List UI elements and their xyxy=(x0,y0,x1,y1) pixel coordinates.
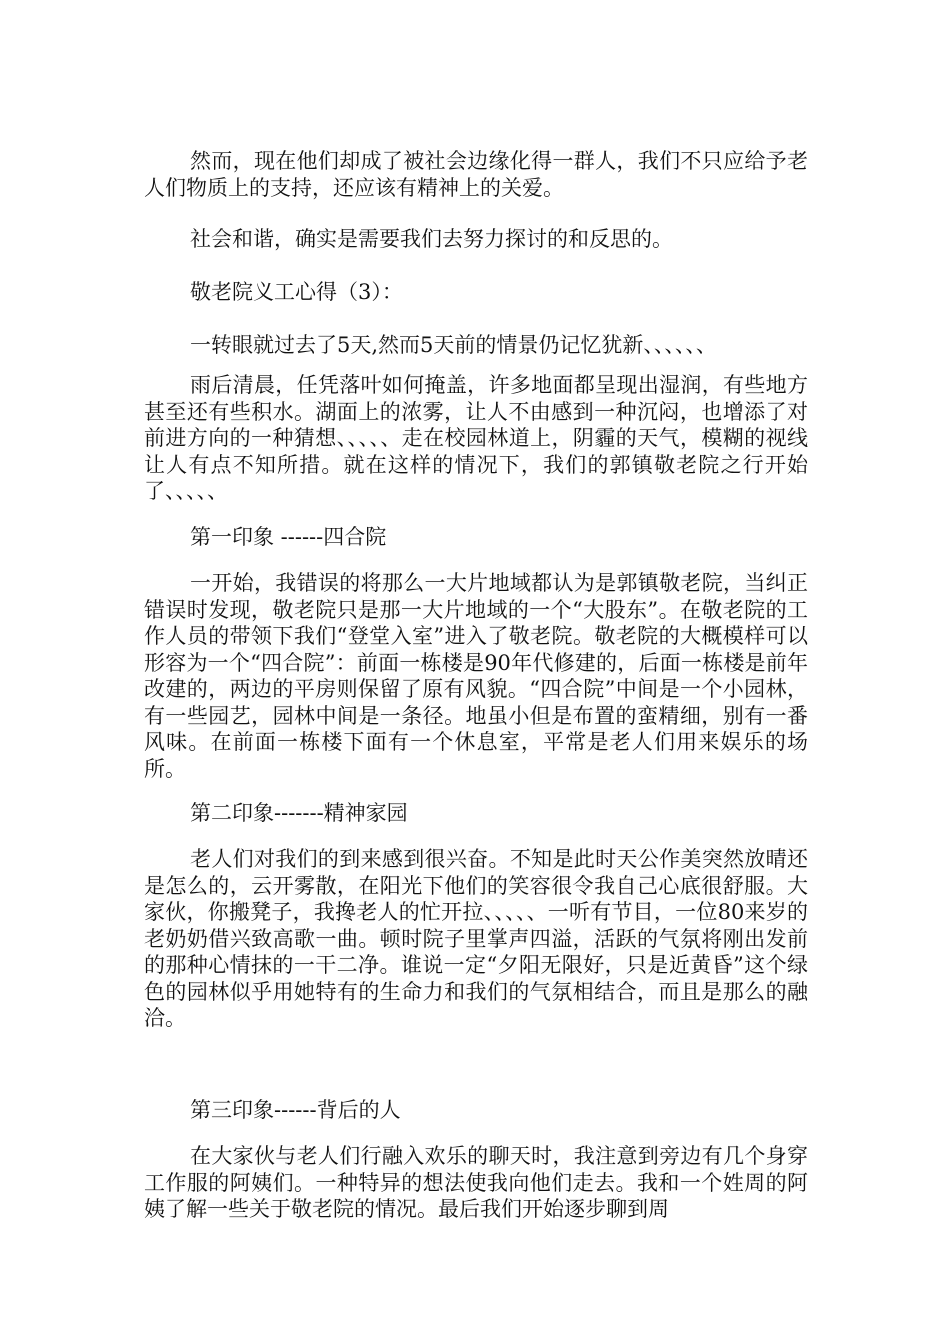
paragraph-social-harmony: 社会和谐，确实是需要我们去努力探讨的和反思的。 xyxy=(190,227,673,251)
paragraph-marginalized-elderly: 然而，现在他们却成了被社会边缘化得一群人，我们不只应给予老人们物质上的支持，还应该有精神上的关爱。 xyxy=(144,149,808,200)
heading-second-impression: 第二印象-------精神家园 xyxy=(190,801,408,825)
paragraph-people-behind: 在大家伙与老人们行融入欢乐的聊天时，我注意到旁边有几个身穿工作服的阿姨们。一种特异的想法使我向他们走去。我和一个姓周的阿姨了解一些关于敬老院的情况。最后我们开始逐步聊到周 xyxy=(144,1144,808,1221)
paragraph-courtyard-description: 一开始，我错误的将那么一大片地域都认为是郭镇敬老院，当纠正错误时发现，敬老院只是那一大片地域的一个“大股东”。在敬老院的工作人员的带领下我们“登堂入室”进入了敬老院。敬老院的大概模样可以形容为一个“四合院”：前面一栋楼是90年代修建的，后面一栋楼是前年改建的，两边的平房则保留了原有风貌。“四合院”中间是一个小园林，有一些园艺，园林中间是一条径。地虽小但是布置的蛮精细，别有一番风味。在前面一栋楼下面有一个休息室，平常是老人们用来娱乐的场所。 xyxy=(144,571,808,781)
heading-first-impression: 第一印象 ------四合院 xyxy=(190,525,387,549)
paragraph-five-days-ago: 一转眼就过去了5天,然而5天前的情景仍记忆犹新、、、、、、 xyxy=(190,333,717,357)
paragraph-rainy-morning: 雨后清晨，任凭落叶如何掩盖，许多地面都呈现出湿润，有些地方甚至还有些积水。湖面上的浓雾，让人不由感到一种沉闷，也增添了对前进方向的一种猜想、、、、、走在校园林道上，阴霾的天气，模糊的视线让人有点不知所措。就在这样的情况下，我们的郭镇敬老院之行开始了、、、、、 xyxy=(144,373,808,503)
paragraph-spiritual-home: 老人们对我们的到来感到很兴奋。不知是此时天公作美突然放晴还是怎么的，云开雾散，在阳光下他们的笑容很令我自己心底很舒服。大家伙，你搬凳子，我搀老人的忙开拉、、、、、一听有节目，一位80来岁的老奶奶借兴致高歌一曲。顿时院子里掌声四溢，活跃的气氛将刚出发前的那种心情抹的一干二净。谁说一定“夕阳无限好，只是近黄昏”这个绿色的园林似乎用她特有的生命力和我们的气氛相结合，而且是那么的融洽。 xyxy=(144,847,808,1030)
heading-third-impression: 第三印象------背后的人 xyxy=(190,1098,401,1122)
section-heading-volunteer-notes-3: 敬老院义工心得（3）： xyxy=(190,280,403,304)
